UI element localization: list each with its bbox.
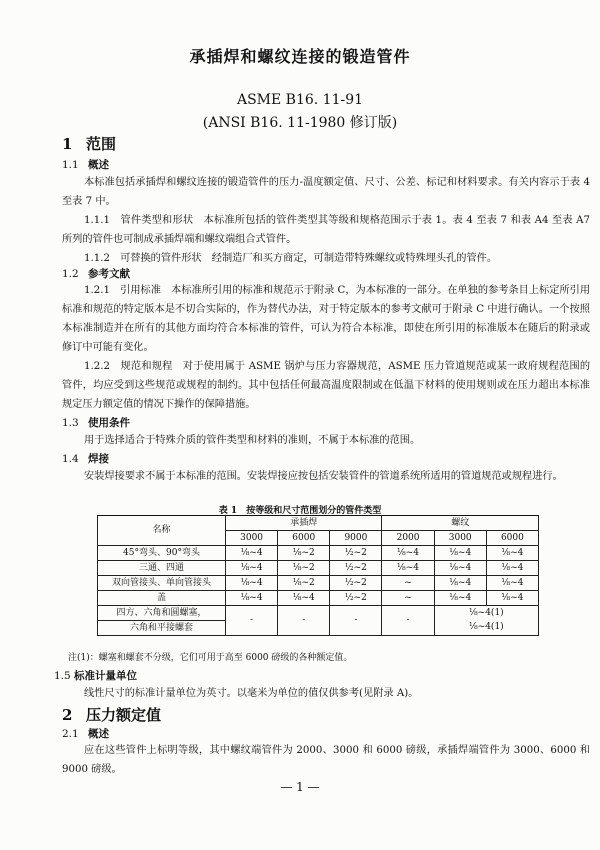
size-cell: ~ (382, 591, 434, 606)
size-cell: ~ (382, 576, 434, 591)
section-1-5-heading: 1.5 标准计量单位 (54, 670, 138, 682)
section-1-4-heading: 1.4 焊接 (62, 453, 109, 465)
size-cell: - (330, 606, 382, 636)
size-cell: ⅛~4 (278, 591, 330, 606)
section-1-2-heading: 1.2 参考文献 (62, 268, 130, 280)
size-cell: ⅛~4(1) (434, 621, 538, 636)
size-cell: ½~2 (330, 561, 382, 576)
size-cell: ⅛~4 (382, 561, 434, 576)
section-2-heading: 2 压力额定值 (62, 706, 162, 724)
section-1-1-2-text: 1.1.2 可替换的管件形状 经制造厂和买方商定，可制造带特殊螺纹或特殊埋头孔的管件。 (84, 253, 498, 264)
size-cell: ⅛~2 (278, 561, 330, 576)
table-header-row (98, 516, 539, 531)
class-header: 2000 (382, 531, 434, 546)
section-1-1-1-text: 1.1.1 管件类型和形状 本标准所包括的管件类型其等级和规格范围示于表 1。表 4 至表 7 和表 A4 至表 A7 所列的管件也可制成承插焊端和螺纹端组合式管件。 (62, 215, 591, 245)
size-cell: ⅛~4 (434, 576, 486, 591)
table-row (98, 561, 539, 576)
size-cell: ⅛~4 (226, 591, 278, 606)
class-header: 6000 (278, 531, 330, 546)
table-1 (97, 515, 539, 636)
page-number: — 1 — (280, 780, 320, 794)
size-cell: ⅛~4 (434, 591, 486, 606)
section-1-3-text: 用于选择适合于特殊介质的管件类型和材料的准则，不属于本标准的范围。 (84, 435, 421, 446)
table-row (98, 576, 539, 591)
size-cell: ½~2 (330, 591, 382, 606)
size-cell: ⅛~4 (434, 561, 486, 576)
section-1-1-heading: 1.1 概述 (62, 159, 109, 171)
size-cell: - (382, 606, 434, 636)
section-1-4-text: 安装焊接要求不属于本标准的范围。安装焊接应按包括安装管件的管道系统所适用的管道规范或规程进行。 (84, 471, 563, 482)
size-cell: ⅛~4 (486, 561, 538, 576)
section-1-1-text: 本标准包括承插焊和螺纹连接的锻造管件的压力-温度额定值、尺寸、公差、标记和材料要求。有关内容示于表 4 至表 7 中。 (62, 177, 590, 207)
class-header: 3000 (434, 531, 486, 546)
size-cell: ⅛~4(1) (434, 606, 538, 621)
section-2-1-text: 应在这些管件上标明等级，其中螺纹端管件为 2000、3000 和 6000 磅级，承插焊端管件为 3000、6000 和 9000 磅级。 (62, 745, 590, 775)
size-cell: - (278, 606, 330, 636)
class-header: 9000 (330, 531, 382, 546)
size-cell: ⅛~2 (278, 546, 330, 561)
row-name: 六角和平接螺套 (98, 621, 226, 636)
section-1-heading: 1 范围 (62, 135, 117, 153)
document-title: 承插焊和螺纹连接的锻造管件 (189, 47, 411, 66)
size-cell: ½~2 (330, 546, 382, 561)
table-1-caption: 表 1 按等级和尺寸范围划分的管件类型 (218, 506, 382, 516)
table-row (98, 606, 539, 621)
standard-number: ASME B16. 11-91 (236, 92, 364, 108)
section-2-1-heading: 2.1 概述 (62, 728, 109, 740)
size-cell: ⅛~4 (382, 546, 434, 561)
row-name: 双向管接头、单向管接头 (98, 576, 226, 591)
table-note: 注(1)：螺塞和螺套不分级，它们可用于高至 6000 磅级的各种额定值。 (68, 653, 353, 663)
table-group-socket-weld: 承插焊 (226, 516, 382, 531)
size-cell: ⅛~4 (226, 546, 278, 561)
table-name-header: 名称 (98, 516, 226, 546)
revision-note: (ANSI B16. 11-1980 修订版) (202, 115, 398, 131)
section-1-2-1-text: 1.2.1 引用标准 本标准所引用的标准和规范示于附录 C，为本标准的一部分。在单独的参考条目上标定所引用标准和规范的特定版本是不切合实际的，作为替代办法，对于特定版本的参考文献可于附录 C 中进行确认。一个按照本标准制造并在所有的其他方面均符合本标准的管件，可认为符合本标准，即使在所引用的标准版本在随后的附录或修订中可能有变化。 (62, 285, 591, 353)
size-cell: ⅛~4 (486, 591, 538, 606)
size-cell: ⅛~4 (434, 546, 486, 561)
table-group-threaded: 螺纹 (382, 516, 539, 531)
table-row (98, 546, 539, 561)
row-name: 四方、六角和圆螺塞， (98, 606, 226, 621)
class-header: 3000 (226, 531, 278, 546)
table-row (98, 591, 539, 606)
row-name: 三通、四通 (98, 561, 226, 576)
section-1-3-heading: 1.3 使用条件 (62, 417, 130, 429)
row-name: 45°弯头、90°弯头 (98, 546, 226, 561)
size-cell: ½~2 (330, 576, 382, 591)
class-header: 6000 (486, 531, 538, 546)
size-cell: ⅛~4 (486, 546, 538, 561)
size-cell: - (226, 606, 278, 636)
size-cell: ⅛~4 (486, 576, 538, 591)
section-1-2-2-text: 1.2.2 规范和规程 对于使用属于 ASME 锅炉与压力容器规范，ASME 压力管道规范或某一政府规程范围的管件，均应受到这些规范或规程的制约。其中包括任何最高温度限制或在低温下材料的使用规则或在压力超出本标准规定压力额定值的情况下操作的保障措施。 (62, 361, 591, 410)
section-1-5-text: 线性尺寸的标准计量单位为英寸。以毫米为单位的值仅供参考(见附录 A)。 (84, 688, 419, 699)
row-name: 盖 (98, 591, 226, 606)
size-cell: ⅛~4 (226, 576, 278, 591)
size-cell: ⅛~4 (226, 561, 278, 576)
size-cell: ⅛~2 (278, 576, 330, 591)
